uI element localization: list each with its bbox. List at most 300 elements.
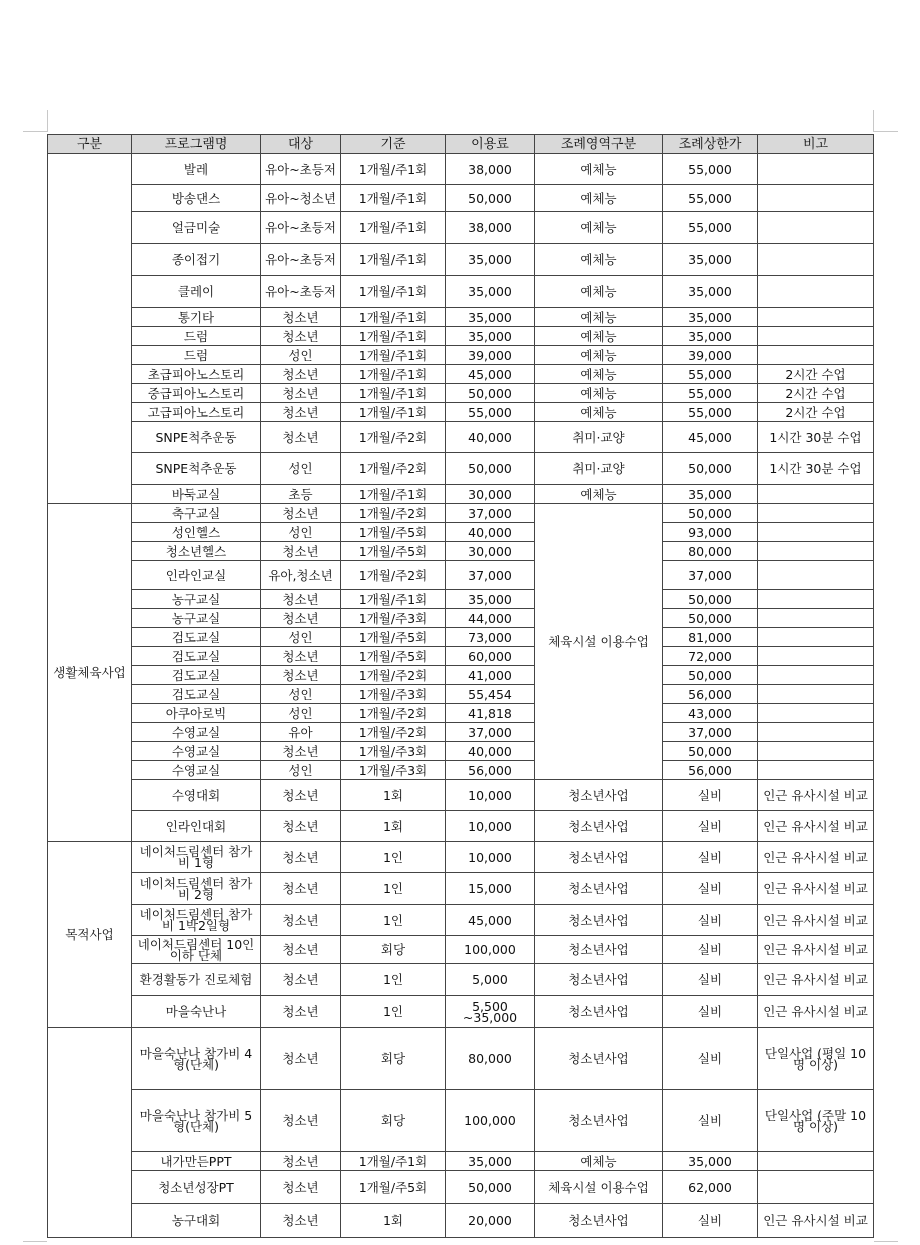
cell-basis: 1개월/주1회 [341, 346, 446, 365]
table-row [48, 936, 874, 964]
group-cell: 생활체육사업 [48, 504, 132, 842]
cell-ordinance-area: 청소년사업 [535, 873, 663, 905]
cell-basis: 1개월/주2회 [341, 704, 446, 723]
cell-target: 청소년 [261, 504, 341, 523]
cell-note [758, 327, 874, 346]
table-row [48, 1171, 874, 1204]
cell-target: 청소년 [261, 842, 341, 873]
cell-cap: 50,000 [663, 609, 758, 628]
header-cell-fee: 이용료 [446, 135, 535, 154]
cell-ordinance-area: 청소년사업 [535, 1028, 663, 1090]
cell-target: 성인 [261, 628, 341, 647]
cell-cap: 62,000 [663, 1171, 758, 1204]
cell-cap: 35,000 [663, 327, 758, 346]
cell-target: 유아~초등저 [261, 244, 341, 276]
cell-target: 유아~초등저 [261, 154, 341, 185]
cell-ordinance-area: 예체능 [535, 212, 663, 244]
cell-cap: 35,000 [663, 308, 758, 327]
cell-fee: 35,000 [446, 276, 535, 308]
cell-fee: 35,000 [446, 308, 535, 327]
table-row [48, 1028, 874, 1090]
cell-fee: 73,000 [446, 628, 535, 647]
cell-target: 청소년 [261, 590, 341, 609]
cell-cap: 39,000 [663, 346, 758, 365]
cell-note: 인근 유사시설 비교 [758, 1204, 874, 1238]
cell-basis: 1인 [341, 964, 446, 996]
header-cell-note: 비고 [758, 135, 874, 154]
cell-program: 농구교실 [132, 590, 261, 609]
cell-target: 청소년 [261, 1090, 341, 1152]
table-row [48, 811, 874, 842]
cell-ordinance-area: 청소년사업 [535, 811, 663, 842]
cell-basis: 1개월/주1회 [341, 244, 446, 276]
cell-fee: 5,500 ~35,000 [446, 996, 535, 1028]
cell-target: 청소년 [261, 308, 341, 327]
cell-program: 드럼 [132, 327, 261, 346]
cell-cap: 55,000 [663, 212, 758, 244]
cell-ordinance-area: 청소년사업 [535, 780, 663, 811]
table-row [48, 780, 874, 811]
cell-cap: 55,000 [663, 185, 758, 212]
cell-ordinance-area: 예체능 [535, 365, 663, 384]
cell-cap: 실비 [663, 1204, 758, 1238]
cell-target: 청소년 [261, 647, 341, 666]
cell-basis: 1개월/주5회 [341, 628, 446, 647]
cell-note [758, 244, 874, 276]
cell-cap: 55,000 [663, 403, 758, 422]
cell-program: 농구대회 [132, 1204, 261, 1238]
cell-note [758, 185, 874, 212]
cell-note: 인근 유사시설 비교 [758, 842, 874, 873]
cell-basis: 1개월/주1회 [341, 154, 446, 185]
group-cell [48, 154, 132, 504]
cell-target: 청소년 [261, 365, 341, 384]
cell-basis: 1개월/주1회 [341, 403, 446, 422]
cell-cap: 37,000 [663, 723, 758, 742]
table-row [48, 276, 874, 308]
cell-note [758, 346, 874, 365]
cell-note: 인근 유사시설 비교 [758, 780, 874, 811]
cell-ordinance-area: 예체능 [535, 244, 663, 276]
cell-ordinance-area: 예체능 [535, 276, 663, 308]
cell-target: 청소년 [261, 936, 341, 964]
cell-program: 수영교실 [132, 742, 261, 761]
cell-note: 인근 유사시설 비교 [758, 905, 874, 936]
cell-program: 청소년성장PT [132, 1171, 261, 1204]
cell-fee: 56,000 [446, 761, 535, 780]
cell-target: 성인 [261, 761, 341, 780]
table-row [48, 1090, 874, 1152]
cell-ordinance-area: 예체능 [535, 403, 663, 422]
cell-fee: 5,000 [446, 964, 535, 996]
cell-target: 청소년 [261, 780, 341, 811]
cell-ordinance-area: 취미·교양 [535, 453, 663, 485]
cell-program: 네이처드림센터 참가비 2형 [132, 873, 261, 905]
table-row [48, 523, 874, 542]
table-row [48, 996, 874, 1028]
group-cell [48, 1028, 132, 1238]
crop-mark-bottom-right-h [874, 1241, 898, 1242]
cell-fee: 44,000 [446, 609, 535, 628]
cell-cap: 실비 [663, 1090, 758, 1152]
cell-basis: 1개월/주3회 [341, 742, 446, 761]
cell-fee: 37,000 [446, 561, 535, 590]
cell-note [758, 542, 874, 561]
table-row [48, 422, 874, 453]
cell-target: 성인 [261, 704, 341, 723]
cell-program: 마을숙난나 [132, 996, 261, 1028]
cell-note: 2시간 수업 [758, 403, 874, 422]
cell-ordinance-area: 청소년사업 [535, 964, 663, 996]
cell-basis: 1개월/주5회 [341, 647, 446, 666]
cell-ordinance-area: 예체능 [535, 1152, 663, 1171]
table-row [48, 590, 874, 609]
cell-basis: 회당 [341, 1028, 446, 1090]
cell-program: 발레 [132, 154, 261, 185]
cell-fee: 20,000 [446, 1204, 535, 1238]
cell-ordinance-area: 예체능 [535, 485, 663, 504]
cell-fee: 15,000 [446, 873, 535, 905]
cell-target: 청소년 [261, 1171, 341, 1204]
cell-note: 인근 유사시설 비교 [758, 964, 874, 996]
cell-target: 청소년 [261, 1152, 341, 1171]
cell-program: 환경활동가 진로체험 [132, 964, 261, 996]
cell-basis: 1개월/주1회 [341, 327, 446, 346]
cell-cap: 50,000 [663, 504, 758, 523]
cell-basis: 1개월/주1회 [341, 590, 446, 609]
cell-program: 검도교실 [132, 628, 261, 647]
crop-mark-top-right-v [873, 110, 874, 132]
cell-program: 중급피아노스토리 [132, 384, 261, 403]
header-cell-ordinance-area: 조례영역구분 [535, 135, 663, 154]
cell-program: 네이처드림센터 10인 이하 단체 [132, 936, 261, 964]
cell-program: 마을숙난나 참가비 4형(단체) [132, 1028, 261, 1090]
cell-fee: 55,000 [446, 403, 535, 422]
cell-cap: 실비 [663, 811, 758, 842]
cell-cap: 실비 [663, 936, 758, 964]
cell-cap: 35,000 [663, 276, 758, 308]
table-row [48, 666, 874, 685]
cell-cap: 35,000 [663, 244, 758, 276]
table-row [48, 561, 874, 590]
cell-fee: 38,000 [446, 154, 535, 185]
cell-fee: 100,000 [446, 936, 535, 964]
cell-fee: 37,000 [446, 504, 535, 523]
cell-target: 청소년 [261, 905, 341, 936]
cell-target: 유아~청소년 [261, 185, 341, 212]
cell-cap: 45,000 [663, 422, 758, 453]
cell-fee: 37,000 [446, 723, 535, 742]
cell-ordinance-area: 예체능 [535, 185, 663, 212]
cell-fee: 41,818 [446, 704, 535, 723]
table-body [48, 154, 874, 1238]
table-row [48, 742, 874, 761]
cell-basis: 1개월/주1회 [341, 365, 446, 384]
cell-ordinance-area: 청소년사업 [535, 996, 663, 1028]
header-cell-basis: 기준 [341, 135, 446, 154]
cell-program: 마을숙난나 참가비 5형(단체) [132, 1090, 261, 1152]
cell-cap: 43,000 [663, 704, 758, 723]
cell-cap: 56,000 [663, 761, 758, 780]
cell-ordinance-area: 예체능 [535, 384, 663, 403]
cell-note [758, 561, 874, 590]
cell-target: 성인 [261, 346, 341, 365]
cell-program: 얼금미술 [132, 212, 261, 244]
cell-target: 유아~초등저 [261, 212, 341, 244]
cell-ordinance-area: 체육시설 이용수업 [535, 504, 663, 780]
cell-cap: 실비 [663, 780, 758, 811]
table-row [48, 609, 874, 628]
cell-basis: 1개월/주1회 [341, 1152, 446, 1171]
cell-note: 2시간 수업 [758, 384, 874, 403]
cell-fee: 10,000 [446, 811, 535, 842]
cell-basis: 1개월/주1회 [341, 185, 446, 212]
cell-cap: 93,000 [663, 523, 758, 542]
cell-cap: 35,000 [663, 1152, 758, 1171]
cell-fee: 40,000 [446, 422, 535, 453]
cell-ordinance-area: 청소년사업 [535, 842, 663, 873]
cell-note: 단일사업 (평일 10명 이상) [758, 1028, 874, 1090]
cell-program: 수영교실 [132, 761, 261, 780]
cell-note [758, 704, 874, 723]
table-row [48, 504, 874, 523]
table-row [48, 365, 874, 384]
cell-fee: 50,000 [446, 185, 535, 212]
cell-fee: 10,000 [446, 842, 535, 873]
cell-note [758, 212, 874, 244]
cell-fee: 60,000 [446, 647, 535, 666]
table-row [48, 154, 874, 185]
cell-cap: 81,000 [663, 628, 758, 647]
cell-fee: 35,000 [446, 244, 535, 276]
cell-fee: 50,000 [446, 384, 535, 403]
cell-basis: 1개월/주1회 [341, 276, 446, 308]
cell-program: 통기타 [132, 308, 261, 327]
table-row [48, 685, 874, 704]
cell-cap: 실비 [663, 873, 758, 905]
cell-program: 농구교실 [132, 609, 261, 628]
cell-note [758, 1152, 874, 1171]
cell-basis: 1회 [341, 811, 446, 842]
cell-note [758, 308, 874, 327]
cell-fee: 35,000 [446, 590, 535, 609]
cell-cap: 72,000 [663, 647, 758, 666]
cell-program: 아쿠아로빅 [132, 704, 261, 723]
cell-ordinance-area: 청소년사업 [535, 1090, 663, 1152]
crop-mark-top-left-h [23, 131, 47, 132]
cell-target: 청소년 [261, 1204, 341, 1238]
cell-target: 청소년 [261, 666, 341, 685]
cell-basis: 1개월/주1회 [341, 485, 446, 504]
cell-fee: 40,000 [446, 742, 535, 761]
cell-basis: 1개월/주2회 [341, 666, 446, 685]
crop-mark-bottom-left-h [23, 1241, 47, 1242]
cell-note: 인근 유사시설 비교 [758, 936, 874, 964]
cell-target: 청소년 [261, 742, 341, 761]
cell-fee: 38,000 [446, 212, 535, 244]
cell-note [758, 504, 874, 523]
cell-program: 네이처드림센터 참가비 1형 [132, 842, 261, 873]
table-row [48, 723, 874, 742]
cell-target: 청소년 [261, 873, 341, 905]
cell-basis: 1개월/주5회 [341, 523, 446, 542]
cell-note [758, 666, 874, 685]
cell-basis: 1인 [341, 873, 446, 905]
cell-note [758, 590, 874, 609]
cell-basis: 1개월/주2회 [341, 453, 446, 485]
cell-note [758, 685, 874, 704]
cell-note [758, 761, 874, 780]
cell-target: 청소년 [261, 384, 341, 403]
cell-basis: 1개월/주2회 [341, 504, 446, 523]
header-cell-program: 프로그램명 [132, 135, 261, 154]
cell-ordinance-area: 체육시설 이용수업 [535, 1171, 663, 1204]
cell-cap: 실비 [663, 964, 758, 996]
cell-cap: 실비 [663, 1028, 758, 1090]
cell-basis: 1개월/주1회 [341, 384, 446, 403]
table-row [48, 308, 874, 327]
cell-cap: 80,000 [663, 542, 758, 561]
cell-cap: 35,000 [663, 485, 758, 504]
cell-note [758, 276, 874, 308]
cell-program: 바둑교실 [132, 485, 261, 504]
header-cell-category: 구분 [48, 135, 132, 154]
cell-cap: 실비 [663, 842, 758, 873]
cell-fee: 45,000 [446, 905, 535, 936]
cell-fee: 80,000 [446, 1028, 535, 1090]
cell-cap: 55,000 [663, 384, 758, 403]
cell-target: 유아 [261, 723, 341, 742]
cell-program: 수영대회 [132, 780, 261, 811]
cell-fee: 40,000 [446, 523, 535, 542]
cell-cap: 50,000 [663, 742, 758, 761]
crop-mark-top-right-h [874, 131, 898, 132]
group-cell: 목적사업 [48, 842, 132, 1028]
crop-mark-top-left-v [47, 110, 48, 132]
header-cell-target: 대상 [261, 135, 341, 154]
cell-fee: 41,000 [446, 666, 535, 685]
cell-program: 인라인교실 [132, 561, 261, 590]
cell-basis: 1개월/주5회 [341, 1171, 446, 1204]
table-header [48, 135, 874, 154]
cell-program: 성인헬스 [132, 523, 261, 542]
cell-program: 인라인대회 [132, 811, 261, 842]
cell-note [758, 742, 874, 761]
cell-target: 청소년 [261, 542, 341, 561]
cell-basis: 1개월/주3회 [341, 609, 446, 628]
cell-fee: 50,000 [446, 1171, 535, 1204]
cell-program: SNPE척추운동 [132, 422, 261, 453]
cell-ordinance-area: 예체능 [535, 154, 663, 185]
cell-fee: 10,000 [446, 780, 535, 811]
cell-program: 드럼 [132, 346, 261, 365]
cell-note [758, 647, 874, 666]
cell-note [758, 1171, 874, 1204]
cell-program: SNPE척추운동 [132, 453, 261, 485]
cell-note: 인근 유사시설 비교 [758, 811, 874, 842]
cell-target: 초등 [261, 485, 341, 504]
table-row [48, 647, 874, 666]
cell-program: 검도교실 [132, 647, 261, 666]
cell-target: 성인 [261, 523, 341, 542]
cell-basis: 1인 [341, 842, 446, 873]
cell-note: 단일사업 (주말 10명 이상) [758, 1090, 874, 1152]
cell-program: 수영교실 [132, 723, 261, 742]
cell-program: 검도교실 [132, 685, 261, 704]
cell-basis: 1개월/주1회 [341, 212, 446, 244]
table-row [48, 542, 874, 561]
cell-program: 네이처드림센터 참가비 1박2일형 [132, 905, 261, 936]
table-row [48, 1152, 874, 1171]
cell-note [758, 485, 874, 504]
table-row [48, 185, 874, 212]
cell-note: 인근 유사시설 비교 [758, 996, 874, 1028]
cell-basis: 회당 [341, 1090, 446, 1152]
table-row [48, 842, 874, 873]
table-row [48, 346, 874, 365]
cell-basis: 1개월/주1회 [341, 308, 446, 327]
cell-basis: 회당 [341, 936, 446, 964]
cell-target: 성인 [261, 685, 341, 704]
cell-note: 1시간 30분 수업 [758, 453, 874, 485]
cell-program: 고급피아노스토리 [132, 403, 261, 422]
cell-basis: 1인 [341, 905, 446, 936]
cell-ordinance-area: 청소년사업 [535, 936, 663, 964]
cell-cap: 50,000 [663, 590, 758, 609]
cell-note [758, 723, 874, 742]
cell-program: 내가만든PPT [132, 1152, 261, 1171]
cell-basis: 1개월/주2회 [341, 561, 446, 590]
cell-basis: 1회 [341, 780, 446, 811]
cell-target: 청소년 [261, 996, 341, 1028]
cell-program: 종이접기 [132, 244, 261, 276]
cell-target: 유아~초등저 [261, 276, 341, 308]
cell-fee: 30,000 [446, 485, 535, 504]
cell-ordinance-area: 청소년사업 [535, 905, 663, 936]
table-row [48, 485, 874, 504]
cell-basis: 1회 [341, 1204, 446, 1238]
header-cell-ordinance-cap: 조례상한가 [663, 135, 758, 154]
cell-ordinance-area: 예체능 [535, 308, 663, 327]
cell-note: 1시간 30분 수업 [758, 422, 874, 453]
cell-target: 청소년 [261, 403, 341, 422]
cell-target: 유아,청소년 [261, 561, 341, 590]
cell-ordinance-area: 예체능 [535, 346, 663, 365]
cell-ordinance-area: 취미·교양 [535, 422, 663, 453]
cell-target: 청소년 [261, 1028, 341, 1090]
cell-cap: 55,000 [663, 365, 758, 384]
cell-fee: 45,000 [446, 365, 535, 384]
fee-table [47, 134, 874, 1238]
cell-fee: 55,454 [446, 685, 535, 704]
cell-basis: 1개월/주5회 [341, 542, 446, 561]
table-row [48, 453, 874, 485]
cell-fee: 35,000 [446, 327, 535, 346]
table-row [48, 327, 874, 346]
cell-ordinance-area: 청소년사업 [535, 1204, 663, 1238]
cell-note [758, 523, 874, 542]
cell-cap: 50,000 [663, 453, 758, 485]
cell-fee: 35,000 [446, 1152, 535, 1171]
table-row [48, 403, 874, 422]
cell-note [758, 628, 874, 647]
table-row [48, 212, 874, 244]
table-row [48, 628, 874, 647]
cell-ordinance-area: 예체능 [535, 327, 663, 346]
cell-program: 클레이 [132, 276, 261, 308]
cell-basis: 1개월/주2회 [341, 723, 446, 742]
table-row [48, 704, 874, 723]
